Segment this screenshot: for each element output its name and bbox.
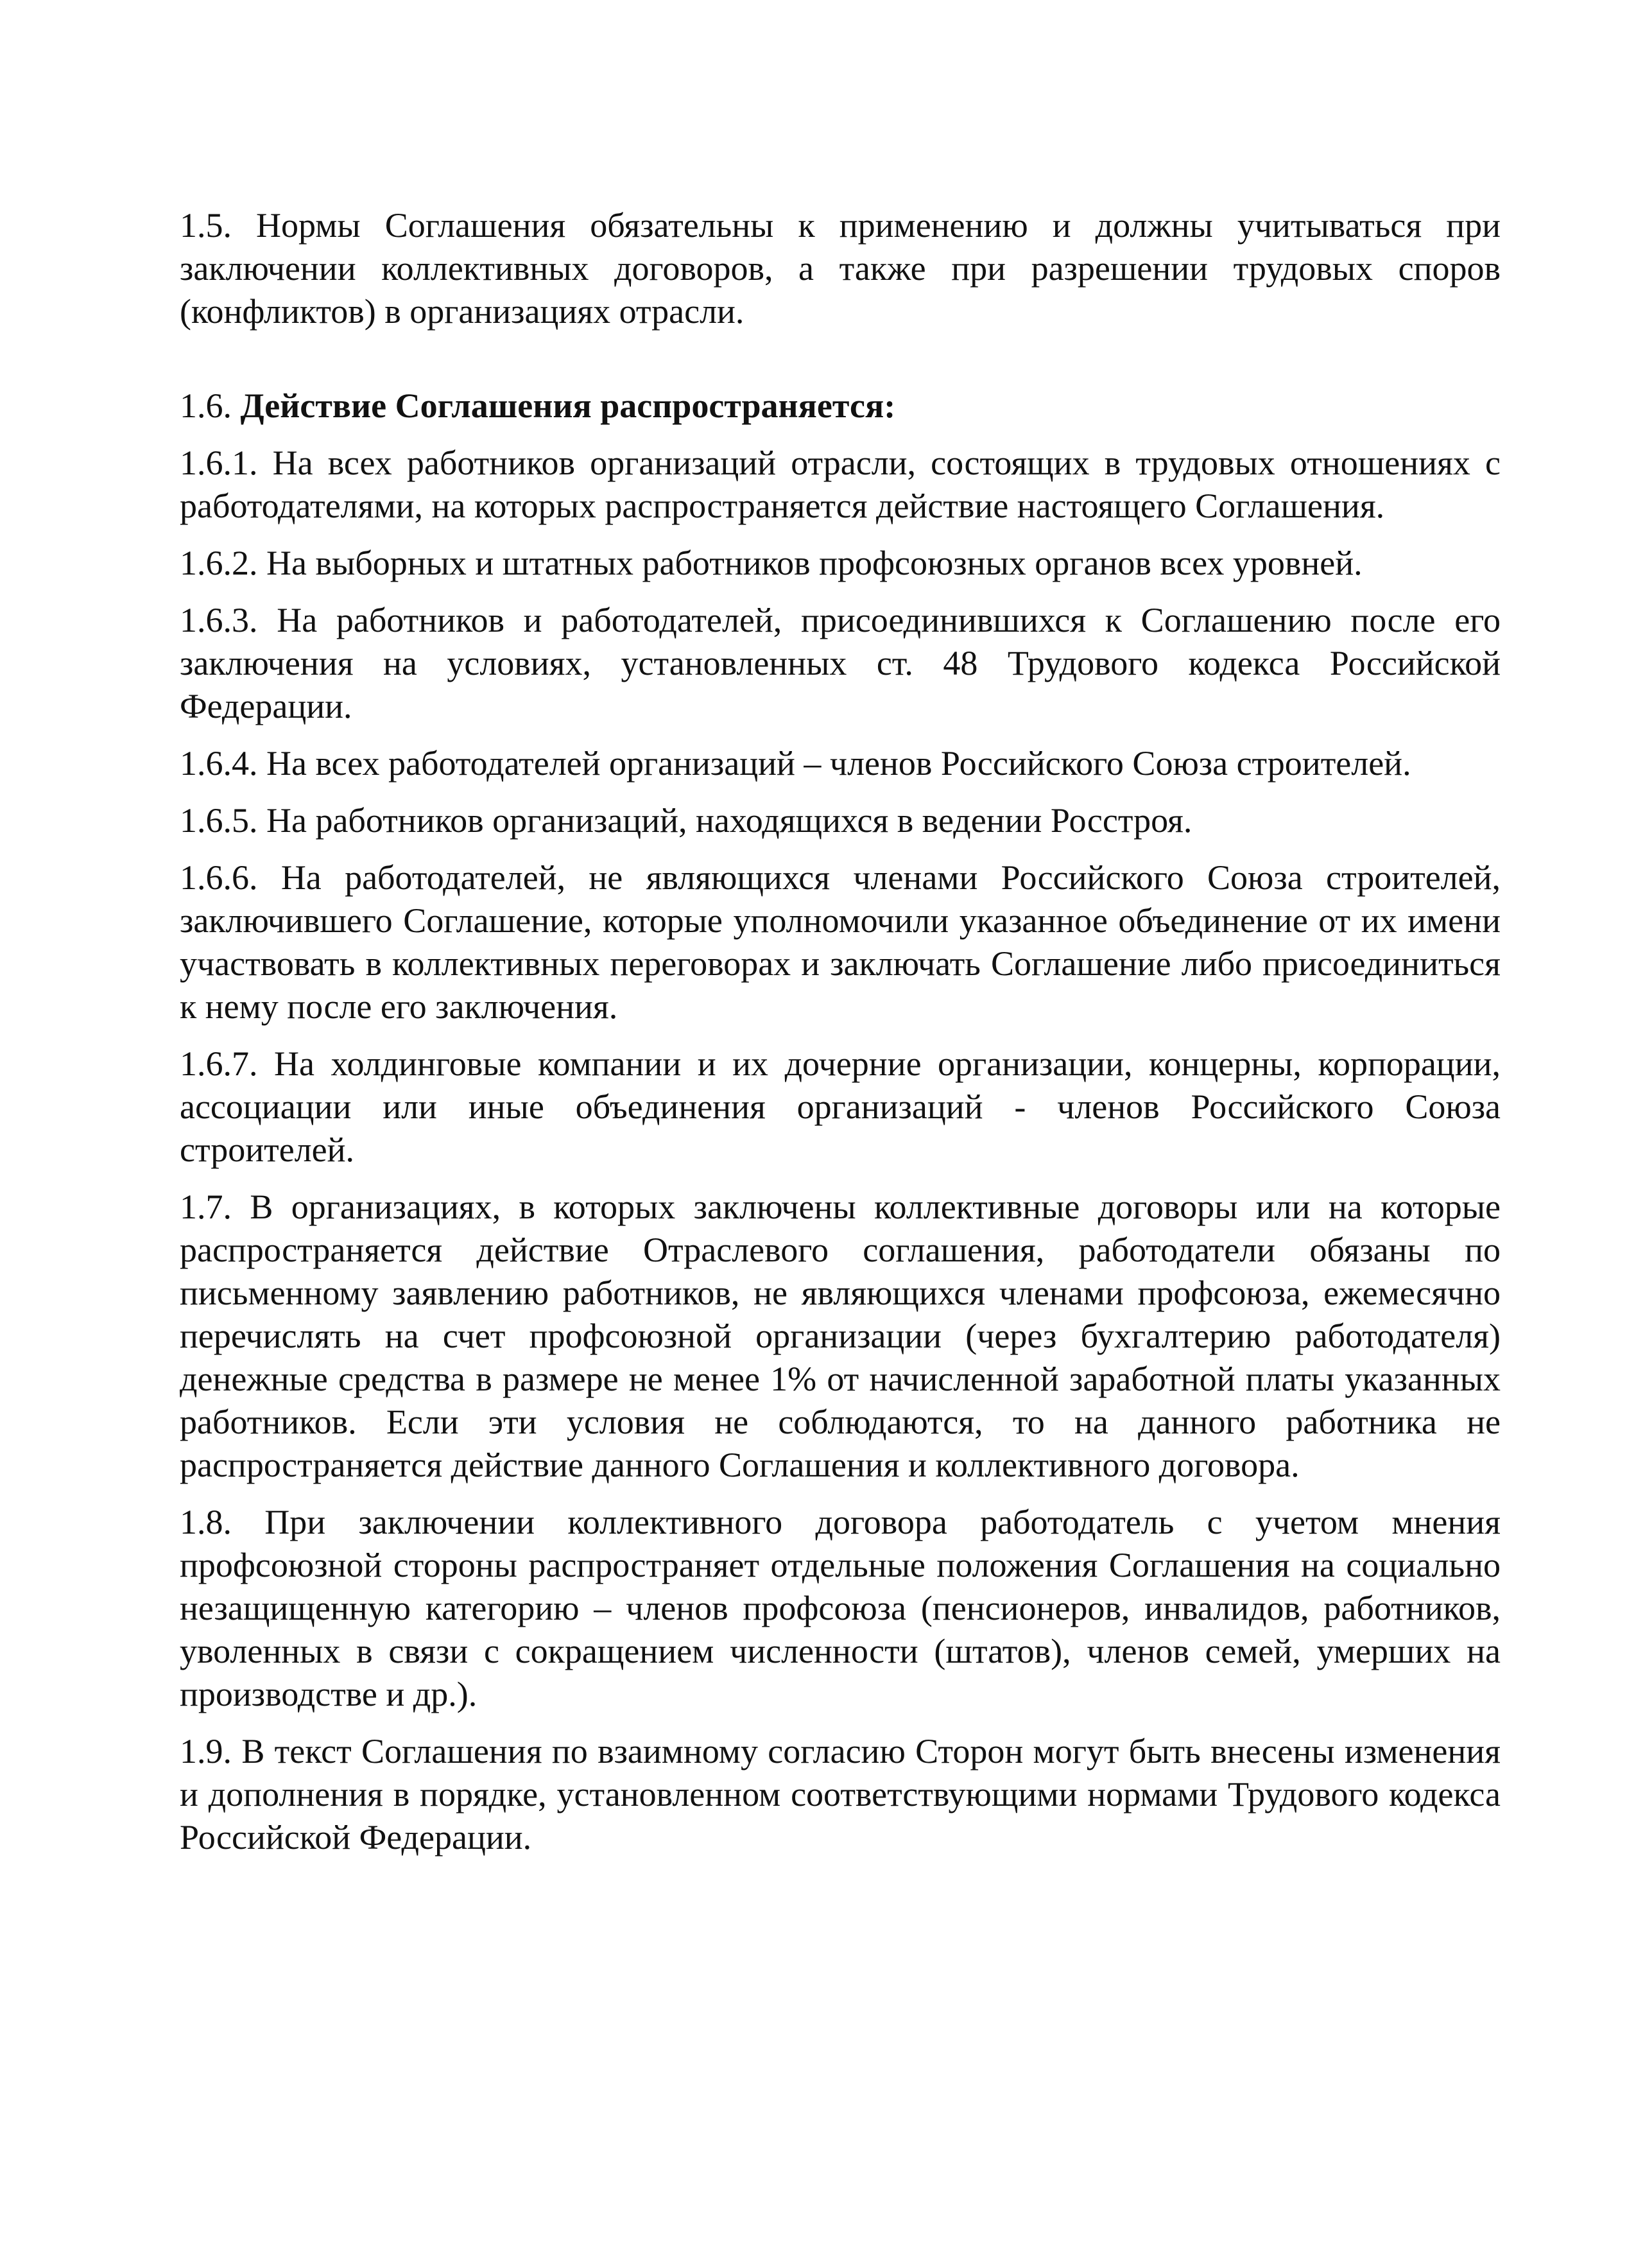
paragraph-1-9: 1.9. В текст Соглашения по взаимному согласию Сторон могут быть внесены изменения и дополнения в порядке, установленном соответствующими нормами Трудового кодекса Российской Федерации.: [180, 1732, 1501, 1857]
paragraph-1-6-1: 1.6.1. На всех работников организаций отрасли, состоящих в трудовых отношениях с работодателями, на которых распространяется действие настоящего Соглашения.: [180, 444, 1501, 525]
paragraph-1-6-2: 1.6.2. На выборных и штатных работников профсоюзных органов всех уровней.: [180, 544, 1363, 582]
paragraph-1-6-5: 1.6.5. На работников организаций, находящихся в ведении Росстроя.: [180, 801, 1192, 840]
section-number-1-6: 1.6.: [180, 386, 241, 425]
paragraph-1-6-3: 1.6.3. На работников и работодателей, присоединившихся к Соглашению после его заключения на условиях, установленных ст. 48 Трудового кодекса Российской Федерации.: [180, 601, 1501, 725]
paragraph-1-6-4: 1.6.4. На всех работодателей организаций – членов Российского Союза строителей.: [180, 744, 1411, 783]
paragraph-1-6-7: 1.6.7. На холдинговые компании и их дочерние организации, концерны, корпорации, ассоциации или иные объединения организаций - членов Российского Союза строителей.: [180, 1044, 1501, 1169]
paragraph-1-7: 1.7. В организациях, в которых заключены коллективные договоры или на которые распространяется действие Отраслевого соглашения, работодатели обязаны по письменному заявлению работников, не являющихся членами профсоюза, ежемесячно перечислять на счет профсоюзной организации (через бухгалтерию работодателя) денежные средства в размере не менее 1% от начисленной заработной платы указанных работников. Если эти условия не соблюдаются, то на данного работника не распространяется действие данного Соглашения и коллективного договора.: [180, 1188, 1501, 1484]
paragraph-1-6-6: 1.6.6. На работодателей, не являющихся членами Российского Союза строителей, заключившего Соглашение, которые уполномочили указанное объединение от их имени участвовать в коллективных переговорах и заключать Соглашение либо присоединиться к нему после его заключения.: [180, 858, 1501, 1026]
section-title-1-6: Действие Соглашения распространяется:: [240, 386, 896, 425]
section-heading-1-6: [180, 385, 1501, 428]
document-body: [180, 204, 1501, 1873]
paragraph-1-5: 1.5. Нормы Соглашения обязательны к применению и должны учитываться при заключении коллективных договоров, а также при разрешении трудовых споров (конфликтов) в организациях отрасли.: [180, 206, 1501, 331]
paragraph-1-8: 1.8. При заключении коллективного договора работодатель с учетом мнения профсоюзной стороны распространяет отдельные положения Соглашения на социально незащищенную категорию – членов профсоюза (пенсионеров, инвалидов, работников, уволенных в связи с сокращением численности (штатов), членов семей, умерших на производстве и др.).: [180, 1503, 1501, 1713]
